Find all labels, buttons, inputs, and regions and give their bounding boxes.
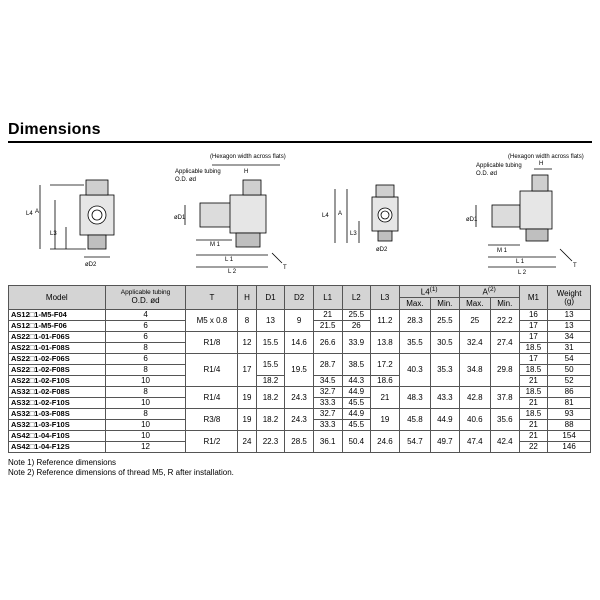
cell-l2: 44.9 — [342, 409, 371, 420]
cell-a-min: 35.6 — [490, 409, 519, 431]
cell-t: R1/4 — [186, 387, 238, 409]
cell-l1: 33.3 — [313, 398, 342, 409]
cell-weight: 93 — [548, 409, 591, 420]
cell-weight: 88 — [548, 420, 591, 431]
label-hexagon-1: (Hexagon width across flats) — [210, 154, 286, 160]
cell-model: AS22□1-01-F08S — [9, 343, 106, 354]
cell-l2: 45.5 — [342, 420, 371, 431]
cell-d2: 28.5 — [285, 431, 314, 453]
cell-model: AS12□1-M5-F06 — [9, 321, 106, 332]
header-d2: D2 — [285, 286, 314, 310]
cell-m1: 22 — [519, 442, 548, 453]
dim-label-l4-1: L4 — [26, 211, 33, 217]
cell-m1: 21 — [519, 431, 548, 442]
cell-l1: 26.6 — [313, 332, 342, 354]
cell-l1: 33.3 — [313, 420, 342, 431]
cell-tubing: 10 — [105, 431, 186, 442]
cell-l4-min: 25.5 — [431, 310, 460, 332]
cell-h: 19 — [238, 409, 256, 431]
cell-model: AS42□1-04-F10S — [9, 431, 106, 442]
cell-tubing: 10 — [105, 420, 186, 431]
title-rule — [8, 141, 592, 143]
dim-label-l3-1: L3 — [50, 231, 57, 237]
dim-label-h-2: H — [244, 169, 249, 175]
cell-tubing: 6 — [105, 332, 186, 343]
table-row — [9, 332, 591, 343]
drawing-4-side — [476, 169, 572, 267]
cell-a-max: 34.8 — [459, 354, 490, 387]
header-a-max: Max. — [459, 298, 490, 310]
cell-d1: 13 — [256, 310, 285, 332]
cell-l2: 33.9 — [342, 332, 371, 354]
cell-weight: 50 — [548, 365, 591, 376]
cell-l3: 19 — [371, 409, 400, 431]
dim-label-t-2: T — [283, 265, 287, 271]
dim-label-t-4: T — [573, 263, 577, 269]
note-1: Note 1) Reference dimensions — [8, 458, 117, 467]
dim-label-l3-3: L3 — [350, 231, 357, 237]
table-body — [9, 310, 591, 453]
cell-tubing: 6 — [105, 354, 186, 365]
dim-label-a-3: A — [338, 211, 343, 217]
cell-model: AS22□1-02-F10S — [9, 376, 106, 387]
cell-weight: 34 — [548, 332, 591, 343]
header-l2: L2 — [342, 286, 371, 310]
cell-m1: 21 — [519, 376, 548, 387]
dim-label-m1-4: M 1 — [497, 248, 508, 254]
cell-tubing: 6 — [105, 321, 186, 332]
cell-d2: 24.3 — [285, 387, 314, 409]
cell-l4-min: 43.3 — [431, 387, 460, 409]
cell-l4-max: 28.3 — [399, 310, 430, 332]
cell-l3: 11.2 — [371, 310, 400, 332]
cell-m1: 18.5 — [519, 387, 548, 398]
cell-model: AS42□1-04-F12S — [9, 442, 106, 453]
dim-label-od2-3: øD2 — [376, 247, 388, 253]
header-l4: L4$^{(1)}$ — [399, 286, 459, 298]
cell-h: 12 — [238, 332, 256, 354]
cell-tubing: 8 — [105, 409, 186, 420]
dim-label-l1-4: L 1 — [516, 259, 525, 265]
note-2: Note 2) Reference dimensions of thread M5, R after installation. — [8, 468, 234, 477]
cell-l2: 25.5 — [342, 310, 371, 321]
cell-m1: 21 — [519, 420, 548, 431]
cell-weight: 13 — [548, 310, 591, 321]
cell-a-max: 47.4 — [459, 431, 490, 453]
dim-label-a-1: A — [35, 209, 40, 215]
header-m1: M1 — [519, 286, 548, 310]
cell-m1: 18.5 — [519, 365, 548, 376]
cell-l4-max: 45.8 — [399, 409, 430, 431]
drawing-3-front — [335, 185, 398, 243]
cell-d1: 18.2 — [256, 409, 285, 431]
header-a: $A^{(2)}$ — [459, 286, 519, 298]
table-row — [9, 387, 591, 398]
cell-a-max: 42.8 — [459, 387, 490, 409]
cell-l2: 45.5 — [342, 398, 371, 409]
header-a-min: Min. — [490, 298, 519, 310]
drawing-2-side — [185, 165, 282, 267]
cell-model: AS32□1-03-F08S — [9, 409, 106, 420]
label-od-2: O.D. ød — [175, 177, 197, 183]
dim-label-l2-2: L 2 — [228, 269, 237, 275]
dim-label-l1-2: L 1 — [225, 257, 234, 263]
cell-l1: 32.7 — [313, 409, 342, 420]
cell-d2: 9 — [285, 310, 314, 332]
cell-h: 8 — [238, 310, 256, 332]
cell-l4-min: 35.3 — [431, 354, 460, 387]
dim-label-od2-1: øD2 — [85, 262, 97, 268]
cell-m1: 17 — [519, 332, 548, 343]
header-l1: L1 — [313, 286, 342, 310]
cell-l3: 13.8 — [371, 332, 400, 354]
cell-l2: 50.4 — [342, 431, 371, 453]
cell-a-min: 37.8 — [490, 387, 519, 409]
cell-d2: 14.6 — [285, 332, 314, 354]
cell-h: 24 — [238, 431, 256, 453]
cell-tubing: 10 — [105, 398, 186, 409]
drawing-1-front — [40, 180, 114, 257]
cell-weight: 86 — [548, 387, 591, 398]
dim-label-od1-2: øD1 — [174, 215, 186, 221]
cell-l4-min: 30.5 — [431, 332, 460, 354]
cell-t: M5 x 0.8 — [186, 310, 238, 332]
header-l4-min: Min. — [431, 298, 460, 310]
cell-tubing: 10 — [105, 376, 186, 387]
cell-d2: 24.3 — [285, 409, 314, 431]
cell-tubing: 4 — [105, 310, 186, 321]
cell-l2: 44.3 — [342, 376, 371, 387]
cell-l3: 17.2 — [371, 354, 400, 376]
header-l4-max: Max. — [399, 298, 430, 310]
cell-a-max: 32.4 — [459, 332, 490, 354]
table-row — [9, 310, 591, 321]
cell-l2: 26 — [342, 321, 371, 332]
table-row — [9, 431, 591, 442]
cell-a-min: 27.4 — [490, 332, 519, 354]
dimension-drawings — [0, 145, 600, 280]
cell-h: 19 — [238, 387, 256, 409]
cell-model: AS32□1-03-F10S — [9, 420, 106, 431]
page-title: Dimensions — [8, 121, 101, 138]
cell-l3: 18.6 — [371, 376, 400, 387]
dim-label-l2-4: L 2 — [518, 270, 527, 276]
cell-l1: 21 — [313, 310, 342, 321]
table-row — [9, 409, 591, 420]
cell-l4-min: 44.9 — [431, 409, 460, 431]
cell-d1: 15.5 — [256, 354, 285, 376]
label-od-4: O.D. ød — [476, 171, 498, 177]
cell-model: AS22□1-02-F08S — [9, 365, 106, 376]
cell-t: R1/8 — [186, 332, 238, 354]
table-row — [9, 354, 591, 365]
cell-weight: 81 — [548, 398, 591, 409]
cell-l4-min: 49.7 — [431, 431, 460, 453]
dimensions-table — [8, 285, 591, 453]
cell-h: 17 — [238, 354, 256, 387]
cell-tubing: 8 — [105, 343, 186, 354]
cell-l1: 28.7 — [313, 354, 342, 376]
cell-a-max: 25 — [459, 310, 490, 332]
cell-l2: 44.9 — [342, 387, 371, 398]
label-hexagon-4: (Hexagon width across flats) — [508, 154, 584, 160]
cell-m1: 18.5 — [519, 409, 548, 420]
cell-weight: 13 — [548, 321, 591, 332]
cell-model: AS22□1-01-F06S — [9, 332, 106, 343]
cell-l2: 38.5 — [342, 354, 371, 376]
cell-model: AS22□1-02-F06S — [9, 354, 106, 365]
cell-l1: 32.7 — [313, 387, 342, 398]
cell-weight: 54 — [548, 354, 591, 365]
cell-t: R1/2 — [186, 431, 238, 453]
cell-model: AS32□1-02-F10S — [9, 398, 106, 409]
cell-l3: 21 — [371, 387, 400, 409]
cell-weight: 31 — [548, 343, 591, 354]
notes — [8, 458, 234, 478]
cell-weight: 52 — [548, 376, 591, 387]
dim-label-od1-4: øD1 — [466, 217, 478, 223]
cell-m1: 21 — [519, 398, 548, 409]
dim-label-h-4: H — [539, 161, 544, 167]
cell-d1: 18.2 — [256, 387, 285, 409]
cell-l3: 24.6 — [371, 431, 400, 453]
cell-l1: 21.5 — [313, 321, 342, 332]
cell-model: AS12□1-M5-F04 — [9, 310, 106, 321]
cell-m1: 18.5 — [519, 343, 548, 354]
cell-a-min: 22.2 — [490, 310, 519, 332]
cell-a-min: 29.8 — [490, 354, 519, 387]
cell-tubing: 8 — [105, 365, 186, 376]
cell-m1: 17 — [519, 354, 548, 365]
cell-m1: 17 — [519, 321, 548, 332]
header-d1: D1 — [256, 286, 285, 310]
cell-d2: 19.5 — [285, 354, 314, 387]
header-l3: L3 — [371, 286, 400, 310]
dim-label-l4-3: L4 — [322, 213, 329, 219]
cell-t: R1/4 — [186, 354, 238, 387]
header-model: Model — [9, 286, 106, 310]
cell-t: R3/8 — [186, 409, 238, 431]
cell-d1: 22.3 — [256, 431, 285, 453]
label-tubing-2: Applicable tubing — [175, 169, 221, 175]
cell-model: AS32□1-02-F08S — [9, 387, 106, 398]
header-h: H — [238, 286, 256, 310]
cell-l4-max: 54.7 — [399, 431, 430, 453]
cell-a-max: 40.6 — [459, 409, 490, 431]
header-tubing: Applicable tubing O.D. ød — [105, 286, 186, 310]
cell-l4-max: 48.3 — [399, 387, 430, 409]
cell-l1: 36.1 — [313, 431, 342, 453]
cell-a-min: 42.4 — [490, 431, 519, 453]
dim-label-m1-2: M 1 — [210, 242, 221, 248]
cell-d1: 18.2 — [256, 376, 285, 387]
cell-d1: 15.5 — [256, 332, 285, 354]
cell-weight: 154 — [548, 431, 591, 442]
label-tubing-4: Applicable tubing — [476, 163, 522, 169]
cell-tubing: 8 — [105, 387, 186, 398]
header-weight: Weight (g) — [548, 286, 591, 310]
cell-tubing: 12 — [105, 442, 186, 453]
cell-m1: 16 — [519, 310, 548, 321]
cell-l4-max: 35.5 — [399, 332, 430, 354]
cell-l4-max: 40.3 — [399, 354, 430, 387]
header-t: T — [186, 286, 238, 310]
cell-l1: 34.5 — [313, 376, 342, 387]
cell-weight: 146 — [548, 442, 591, 453]
